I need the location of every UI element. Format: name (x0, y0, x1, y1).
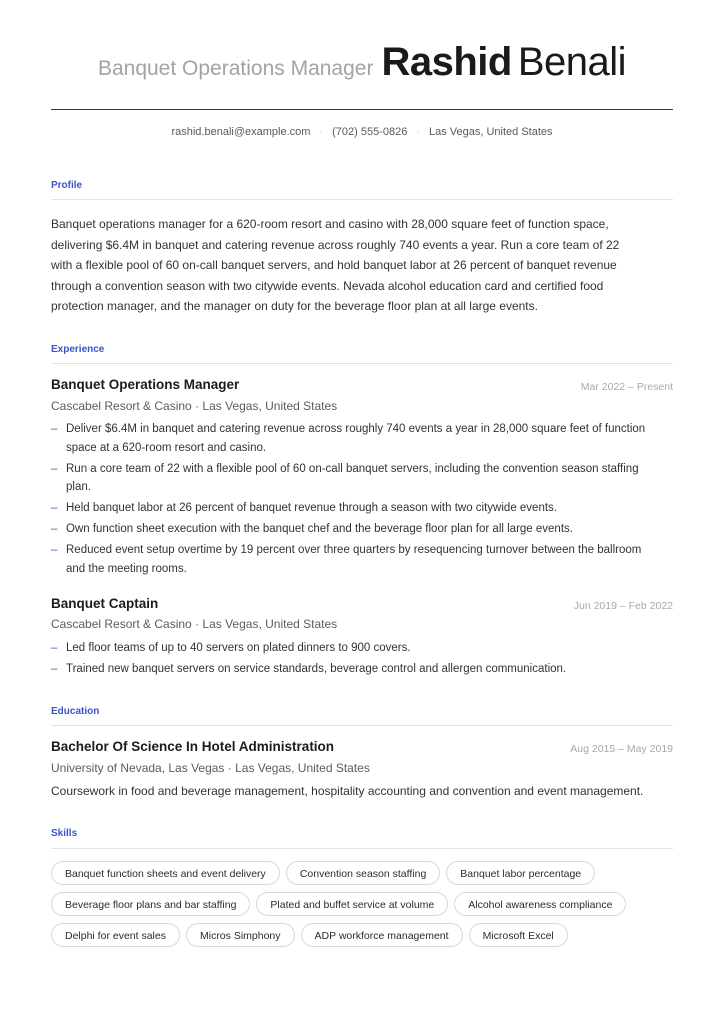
resume-header (51, 40, 673, 100)
job-bullet (51, 639, 656, 658)
section-divider (51, 848, 673, 849)
bullet-dash: – (51, 544, 58, 556)
section-title-education: Education (51, 706, 100, 717)
skill-chip: Alcohol awareness compliance (454, 892, 626, 916)
profile-line: through a convention season with two citywide events. Nevada alcohol education card and certified food (51, 278, 604, 293)
job-bullet-text: Led floor teams of up to 40 servers on plated dinners to 900 covers. (66, 642, 411, 654)
degree-title: Bachelor Of Science In Hotel Administration (51, 739, 335, 754)
profile-line: Banquet operations manager for a 620-room resort and casino with 28,000 square feet of function space, (51, 217, 609, 231)
skill-row (51, 923, 673, 947)
job-title: Banquet Captain (51, 596, 159, 611)
job-bullet (51, 499, 656, 518)
section-divider (51, 199, 673, 200)
contact-line (51, 126, 673, 138)
job-bullet (51, 520, 656, 539)
skill-chip: Banquet function sheets and event delivery (51, 861, 280, 885)
education-dates: Aug 2015 – May 2019 (570, 743, 673, 755)
bullet-dash: – (51, 663, 58, 675)
education-note: Coursework in food and beverage management, hospitality accounting and convention and event management. (51, 784, 644, 798)
job-bullet-list (51, 639, 673, 681)
job-bullet-text: Trained new banquet servers on service standards, beverage control and allergen communication. (66, 663, 567, 675)
skill-chip: Beverage floor plans and bar staffing (51, 892, 250, 916)
last-name: Benali (517, 40, 627, 84)
job-title: Banquet Operations Manager (51, 377, 240, 392)
contact-phone[interactable]: (702) 555-0826 (332, 126, 408, 138)
job-organization: Cascabel Resort & Casino · Las Vegas, United States (51, 617, 338, 631)
section-title-experience: Experience (51, 344, 105, 355)
section-divider (51, 725, 673, 726)
contact-email[interactable]: rashid.benali@example.com (171, 126, 311, 138)
job-bullet (51, 460, 656, 497)
header-divider (51, 109, 673, 110)
first-name: Rashid (381, 40, 512, 84)
bullet-dash: – (51, 523, 58, 535)
skill-chip: Micros Simphony (186, 923, 295, 947)
job-bullet-text: Own function sheet execution with the banquet chef and the beverage floor plan for all large events. (66, 523, 573, 535)
section-title-profile: Profile (51, 180, 83, 191)
bullet-dash: – (51, 502, 58, 514)
skill-chip: Delphi for event sales (51, 923, 180, 947)
profile-line: with a flexible pool of 60 on-call banquet servers, and hold banquet labor at 26 percent of banquet revenue (51, 258, 617, 273)
contact-location: Las Vegas, United States (429, 126, 553, 138)
job-role-title: Banquet Operations Manager (97, 57, 374, 80)
skill-chip: Microsoft Excel (469, 923, 568, 947)
school-name: University of Nevada, Las Vegas · Las Vegas, United States (51, 761, 370, 775)
job-bullet (51, 660, 656, 679)
skill-row (51, 892, 673, 916)
skill-row (51, 861, 673, 885)
job-dates: Mar 2022 – Present (580, 381, 673, 393)
section-title-skills: Skills (51, 828, 78, 839)
job-bullet-list (51, 420, 673, 581)
bullet-dash: – (51, 462, 58, 475)
job-dates: Jun 2019 – Feb 2022 (573, 600, 673, 612)
profile-line: protection manager, and the manager on duty for the beverage floor plan at all large events. (51, 299, 538, 314)
job-bullet (51, 541, 656, 578)
bullet-dash: – (51, 423, 58, 435)
job-organization: Cascabel Resort & Casino · Las Vegas, United States (51, 399, 338, 413)
skills-list (51, 861, 673, 954)
bullet-dash: – (51, 642, 58, 654)
contact-separator: · (416, 126, 420, 138)
job-bullet (51, 420, 656, 457)
skill-chip: Plated and buffet service at volume (256, 892, 448, 916)
section-divider (51, 363, 673, 364)
skill-chip: Banquet labor percentage (446, 861, 595, 885)
profile-summary (51, 214, 673, 317)
skill-chip: ADP workforce management (301, 923, 463, 947)
job-bullet-text: Held banquet labor at 26 percent of banquet revenue through a season with two citywide events. (66, 502, 557, 514)
contact-separator: · (319, 126, 324, 138)
job-bullet-text: Deliver $6.4M in banquet and catering revenue across roughly 740 events a year in 28,000 square feet of function space at a 620-room resort and casino. (66, 423, 646, 454)
profile-line: delivering $6.4M in banquet and catering revenue across roughly 740 events a year. Run a core team of 22 (51, 237, 620, 252)
job-bullet-text: Run a core team of 22 with a flexible pool of 60 on-call banquet servers, including the convention season staffing plan. (66, 462, 639, 493)
job-bullet-text: Reduced event setup overtime by 19 percent over three quarters by resequencing turnover between the ballroom and the meeting rooms. (66, 544, 642, 575)
skill-chip: Convention season staffing (286, 861, 440, 885)
